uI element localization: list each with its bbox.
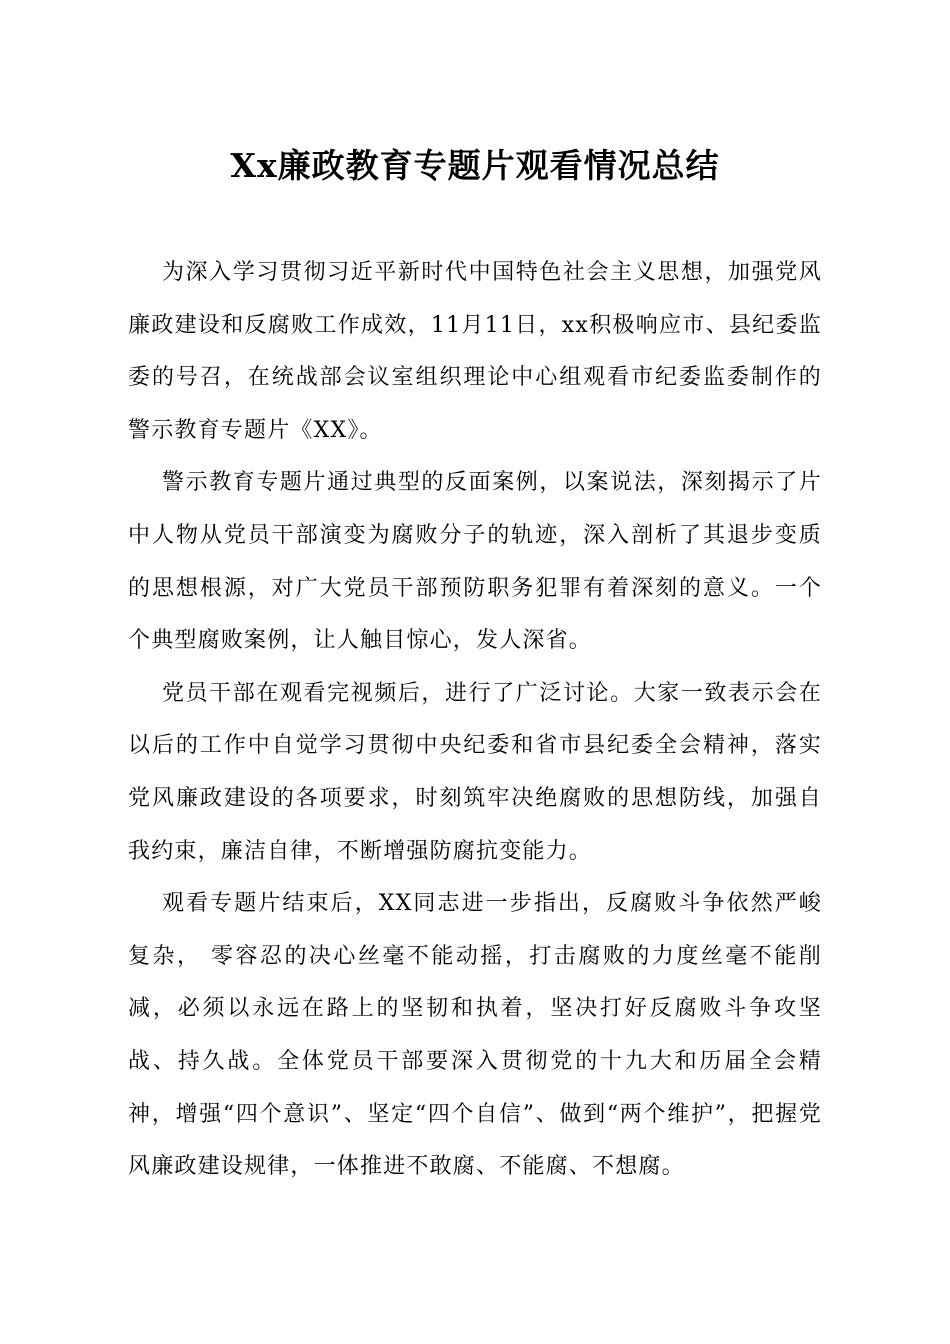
- paragraph-3: 党员干部在观看完视频后，进行了广泛讨论。大家一致表示会在以后的工作中自觉学习贯彻中央纪委和省市县纪委全会精神，落实党风廉政建设的各项要求，时刻筑牢决绝腐败的思想防线，加强自我约束，廉洁自律，不断增强防腐抗变能力。: [128, 680, 822, 864]
- paragraph-2: 警示教育专题片通过典型的反面案例，以案说法，深刻揭示了片中人物从党员干部演变为腐败分子的轨迹，深入剖析了其退步变质的思想根源，对广大党员干部预防职务犯罪有着深刻的意义。一个个典型腐败案例，让人触目惊心，发人深省。: [128, 470, 822, 654]
- document-title: Xx廉政教育专题片观看情况总结: [230, 146, 720, 185]
- paragraph-4: 观看专题片结束后，XX同志进一步指出，反腐败斗争依然严峻复杂， 零容忍的决心丝毫不能动摇，打击腐败的力度丝毫不能削减，必须以永远在路上的坚韧和执着，坚决打好反腐败斗争攻坚战、持久战。全体党员干部要深入贯彻党的十九大和历届全会精神，增强“四个意识”、坚定“四个自信”、做到“两个维护”，把握党风廉政建设规律，一体推进不敢腐、不能腐、不想腐。: [128, 891, 822, 1180]
- document-body: [128, 247, 822, 1194]
- paragraph-1: 为深入学习贯彻习近平新时代中国特色社会主义思想，加强党风廉政建设和反腐败工作成效，11月11日，xx积极响应市、县纪委监委的号召，在统战部会议室组织理论中心组观看市纪委监委制作的警示教育专题片《XX》。: [128, 260, 822, 443]
